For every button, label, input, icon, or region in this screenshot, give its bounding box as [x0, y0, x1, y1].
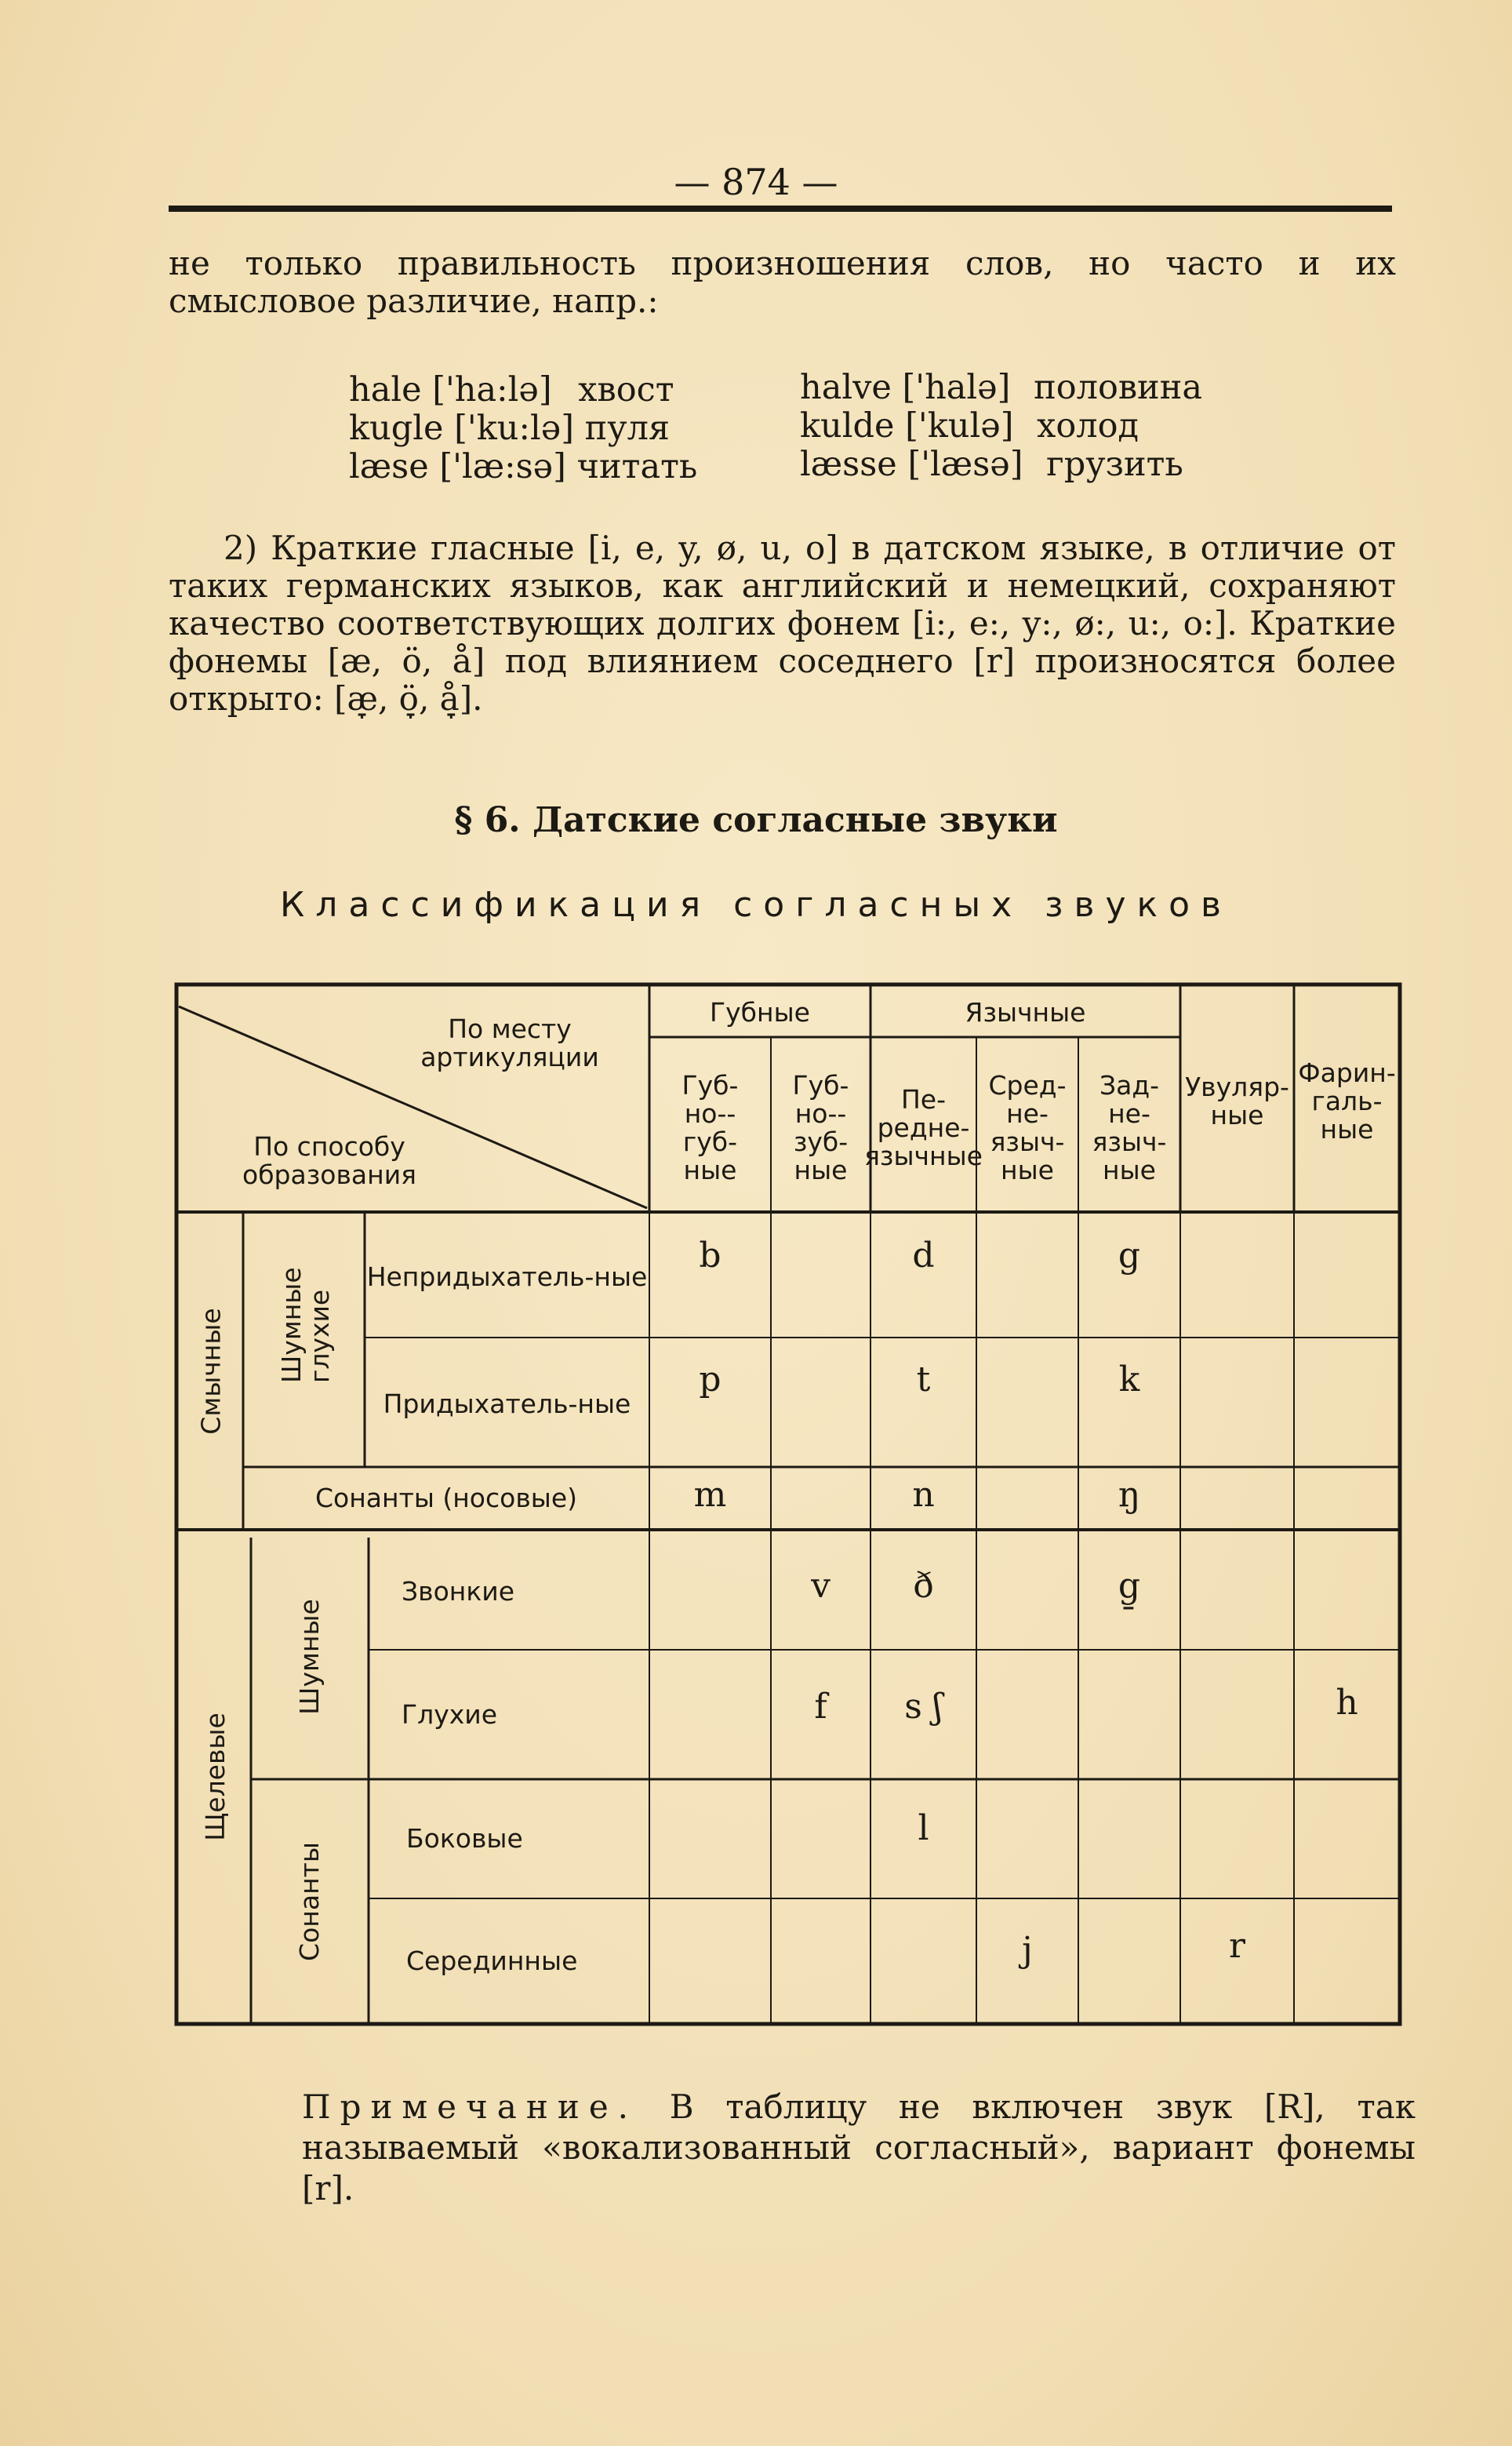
noisy-voiceless-label: Шумные глухие [276, 1266, 335, 1383]
example-ipa: ['læ:sə] [439, 447, 566, 486]
cell-symbol: k [1118, 1359, 1140, 1400]
noisy-label: Шумные [294, 1598, 325, 1715]
note-paragraph [302, 2087, 1416, 2209]
cell-symbol: t [916, 1359, 931, 1400]
note-label: Примечание. [302, 2087, 638, 2126]
table-title: Классификация согласных звуков [280, 885, 1232, 925]
example-ipa: ['halə] [902, 368, 1011, 407]
labiodental-header: Губ-но--зуб-ные [792, 1069, 849, 1185]
sonants-label: Сонанты [294, 1842, 325, 1961]
cell-symbol: h [1336, 1683, 1358, 1723]
fricatives-row-label: Щелевые [200, 1713, 231, 1841]
stops-row-label: Смычные [196, 1307, 227, 1435]
middle-lingual-header: Сред-не-языч-ные [988, 1069, 1067, 1185]
note-text: В таблицу не включен звук [R], так называемый «вокализованный согласный», вариант фонемы [r]. [302, 2087, 1416, 2208]
example-ipa: ['ha:lə] [432, 370, 552, 409]
cell-symbol: ð [913, 1566, 934, 1606]
cell-symbol: d [912, 1236, 935, 1276]
uvular-header: Увуляр-ные [1185, 1071, 1289, 1130]
voiceless-label: Глухие [402, 1698, 498, 1730]
cell-symbol: g [1118, 1236, 1141, 1276]
corner-place-label: По месту артикуляции [420, 1014, 599, 1072]
example-word: kugle [349, 409, 444, 448]
median-label: Серединные [406, 1946, 578, 1976]
cell-symbol: p [699, 1359, 721, 1400]
example-gloss: грузить [1046, 445, 1183, 484]
example-gloss: читать [576, 447, 698, 486]
front-lingual-header: Пе-редне-язычные [864, 1083, 983, 1171]
cell-symbol: l [918, 1808, 929, 1848]
example-gloss: холод [1037, 406, 1139, 446]
example-word: halve [800, 368, 892, 407]
example-word: læsse [800, 445, 897, 484]
cell-symbol: r [1228, 1926, 1246, 1966]
unaspirated-label: Непридыхатель-ные [366, 1261, 648, 1292]
voiced-label: Звонкие [402, 1576, 515, 1607]
cell-symbol: v [811, 1566, 831, 1606]
aspirated-label: Придыхатель-ные [383, 1389, 631, 1419]
example-gloss: пуля [584, 409, 671, 448]
example-word: hale [349, 370, 422, 409]
example-gloss: половина [1034, 368, 1202, 407]
pharyngeal-header: Фарин-галь-ные [1298, 1057, 1396, 1145]
intro-paragraph: не только правильность произношения слов, но часто и их смысловое различие, напр.: [169, 244, 1396, 320]
example-ipa: ['kulə] [905, 406, 1014, 446]
point-2-paragraph: 2) Краткие гласные [i, e, y, ø, u, o] в датском языке, в отличие от таких германских языков, как английский и немецкий, сохраняют качество соответствующих долгих фонем [i:, e:, y:, ø:, u:, o:]. Краткие фонемы [æ, ö, å] под влиянием соседнего [r] произносятся более открыто: [æ̞, ö̞, å̞]. [169, 529, 1396, 718]
bilabial-header: Губ-но--губ-ные [681, 1069, 739, 1185]
lateral-label: Боковые [406, 1823, 523, 1854]
cell-symbol: s ʃ [904, 1687, 943, 1727]
example-ipa: ['læsə] [907, 445, 1023, 484]
cell-symbol: j [1022, 1930, 1033, 1970]
cell-symbol: g̱ [1118, 1566, 1141, 1606]
page-number: — 874 — [674, 161, 838, 203]
example-word: læse [349, 447, 429, 486]
example-word: kulde [800, 406, 895, 446]
corner-manner-label: По способу образования [242, 1131, 416, 1190]
cell-symbol: m [693, 1475, 727, 1515]
nasal-sonants-label: Сонанты (носовые) [314, 1483, 578, 1513]
example-ipa: ['ku:lə] [454, 409, 574, 448]
back-lingual-header: Зад-не-языч-ные [1092, 1069, 1167, 1185]
cell-symbol: ŋ [1118, 1475, 1141, 1515]
cell-symbol: n [912, 1475, 935, 1515]
cell-symbol: b [699, 1236, 721, 1276]
lingual-group-header: Язычные [965, 997, 1086, 1028]
example-gloss: хвост [578, 370, 674, 409]
section-title: § 6. Датские согласные звуки [454, 800, 1058, 840]
labial-group-header: Губные [710, 997, 810, 1028]
cell-symbol: f [814, 1687, 827, 1727]
